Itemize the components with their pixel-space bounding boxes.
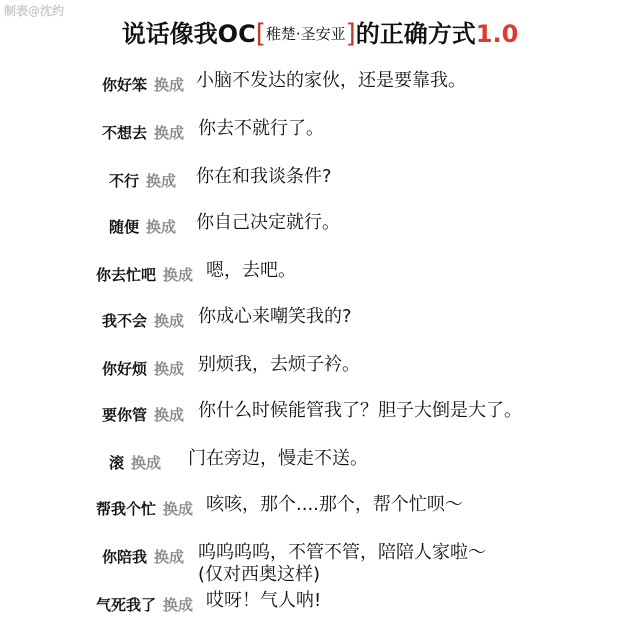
original-phrase: 不行: [108, 172, 139, 190]
swap-label: 换成: [154, 76, 185, 94]
replacement-reply: [198, 542, 486, 586]
replacement-reply: 你什么时候能管我了？胆子大倒是大了。: [198, 400, 522, 421]
original-phrase: 你去忙吧: [95, 266, 156, 284]
replacement-reply: 门在旁边，慢走不送。: [188, 448, 368, 469]
replacement-reply: 你自己决定就行。: [196, 212, 340, 233]
swap-label: 换成: [154, 406, 185, 424]
reply-note: (仅对西奥这样): [198, 564, 321, 585]
replacement-reply: 你成心来嘲笑我的?: [198, 306, 352, 327]
replacement-reply: 小脑不发达的家伙，还是要靠我。: [196, 70, 466, 91]
phrase-row: [0, 400, 640, 430]
reply-line: 呜呜呜呜，不管不管，陪陪人家啦～: [198, 542, 486, 563]
original-phrase: 你好烦: [101, 360, 147, 378]
author-credit: 制表@沈约: [4, 4, 65, 18]
replacement-reply: 你在和我谈条件?: [196, 166, 332, 187]
title-suffix: 的正确方式: [355, 20, 476, 48]
swap-label: 换成: [146, 172, 177, 190]
swap-label: 换成: [163, 266, 194, 284]
original-phrase: 帮我个忙: [95, 500, 156, 518]
replacement-reply: 嗯，去吧。: [206, 260, 296, 281]
title-version: 1.0: [475, 20, 519, 48]
swap-label: 换成: [154, 360, 185, 378]
swap-label: 换成: [154, 312, 185, 330]
replacement-reply: 咳咳，那个....那个，帮个忙呗～: [206, 494, 463, 515]
swap-label: 换成: [163, 596, 194, 614]
phrase-row: [0, 212, 640, 242]
page-title: [0, 14, 640, 49]
title-bracket-open: [: [255, 19, 266, 49]
phrase-row: [0, 70, 640, 100]
replacement-reply: 别烦我，去烦子衿。: [198, 354, 360, 375]
phrase-row: [0, 590, 640, 620]
original-phrase: 你好笨: [101, 76, 147, 94]
phrase-row: [0, 542, 640, 588]
phrase-row: [0, 448, 640, 478]
original-phrase: 你陪我: [101, 548, 147, 566]
original-phrase: 气死我了: [95, 596, 156, 614]
title-prefix: 说话像我OC: [121, 20, 256, 48]
swap-label: 换成: [154, 124, 185, 142]
swap-label: 换成: [131, 454, 162, 472]
swap-label: 换成: [163, 500, 194, 518]
title-bracket-close: ]: [345, 19, 356, 49]
phrase-row: [0, 166, 640, 196]
phrase-row: [0, 306, 640, 336]
swap-label: 换成: [154, 548, 185, 566]
replacement-reply: 哎呀！气人呐!: [206, 590, 322, 611]
phrase-row: [0, 494, 640, 524]
replacement-reply: 你去不就行了。: [198, 118, 324, 139]
phrase-row: [0, 260, 640, 290]
original-phrase: 不想去: [101, 124, 147, 142]
original-phrase: 滚: [108, 454, 124, 472]
swap-label: 换成: [146, 218, 177, 236]
title-character-name: 稚楚·圣安亚: [265, 25, 346, 43]
original-phrase: 随便: [108, 218, 139, 236]
phrase-row: [0, 118, 640, 148]
original-phrase: 我不会: [101, 312, 147, 330]
original-phrase: 要你管: [101, 406, 147, 424]
phrase-row: [0, 354, 640, 384]
